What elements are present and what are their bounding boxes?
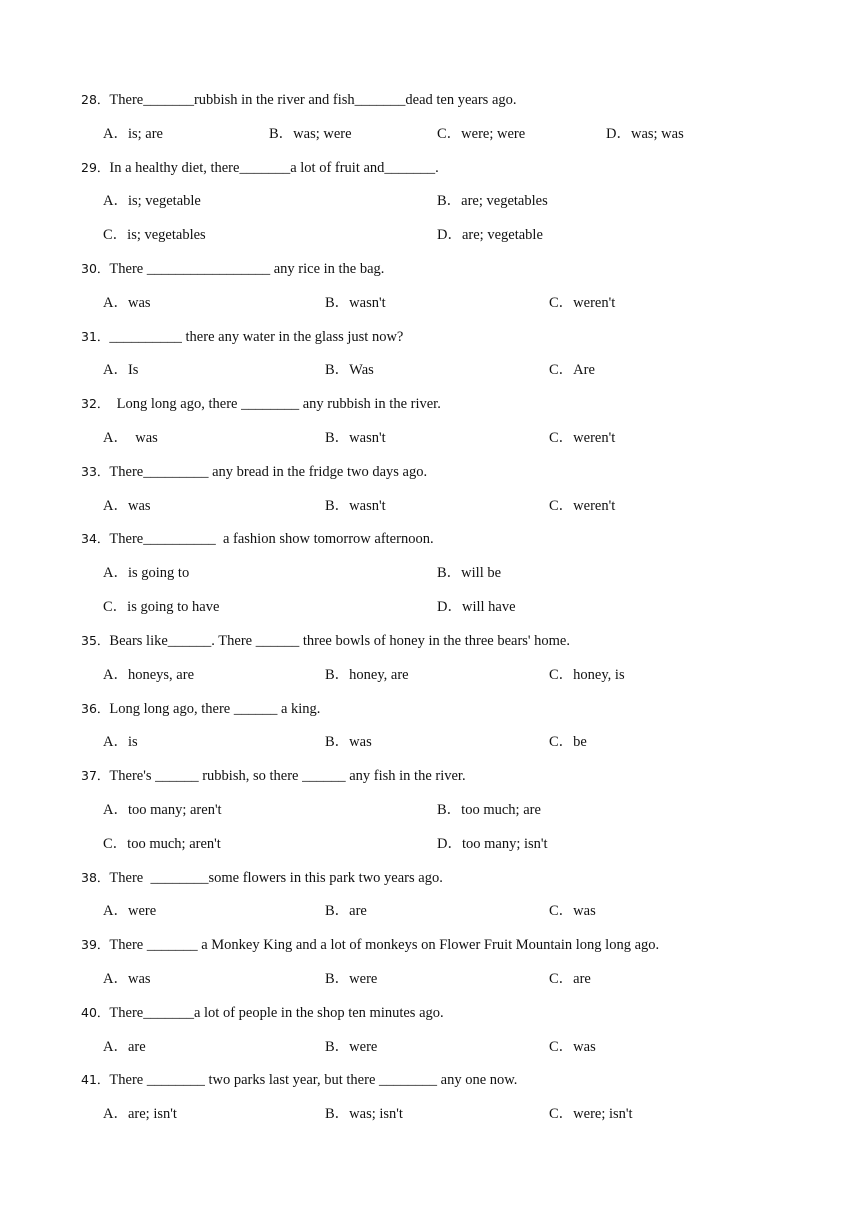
- question-38: 38．There ________some flowers in this park two years ago.: [81, 870, 443, 886]
- question-36: 36．Long long ago, there ______ a king.: [81, 701, 321, 717]
- question-stem: In a healthy diet, there_______a lot of fruit and_______.: [109, 160, 439, 176]
- option-b: B．was; isn't: [325, 1106, 403, 1122]
- option-a: A．is; are: [103, 126, 163, 142]
- question-28: 28．There_______rubbish in the river and fish_______dead ten years ago.: [81, 92, 517, 108]
- question-33: 33．There_________ any bread in the fridge two days ago.: [81, 464, 428, 480]
- question-stem: There ________some flowers in this park two years ago.: [109, 870, 443, 886]
- option-a: A．too many; aren't: [103, 802, 222, 818]
- question-stem: There_________ any bread in the fridge two days ago.: [109, 464, 428, 480]
- question-30: 30．There _________________ any rice in the bag.: [81, 261, 385, 277]
- question-40: 40．There_______a lot of people in the shop ten minutes ago.: [81, 1005, 444, 1021]
- question-stem: There ________ two parks last year, but there ________ any one now.: [109, 1072, 518, 1088]
- question-31: 31．__________ there any water in the glass just now?: [81, 329, 404, 345]
- option-a: A．honeys, are: [103, 667, 195, 683]
- question-41: 41．There ________ two parks last year, but there ________ any one now.: [81, 1072, 518, 1088]
- question-stem: There_______a lot of people in the shop ten minutes ago.: [109, 1005, 444, 1021]
- option-b: B．too much; are: [437, 802, 541, 818]
- option-b: B．Was: [325, 362, 374, 378]
- option-a: A．are; isn't: [103, 1106, 177, 1122]
- question-stem: There_______rubbish in the river and fish_______dead ten years ago.: [109, 92, 517, 108]
- question-stem: There _______ a Monkey King and a lot of monkeys on Flower Fruit Mountain long long ago.: [109, 937, 660, 953]
- option-a: A．are: [103, 1039, 146, 1055]
- option-c: C．honey, is: [549, 667, 625, 683]
- option-a: A．Is: [103, 362, 139, 378]
- option-a: A．is; vegetable: [103, 193, 201, 209]
- question-stem: Bears like______. There ______ three bowls of honey in the three bears' home.: [109, 633, 570, 649]
- question-stem: Long long ago, there ________ any rubbish in the river.: [109, 396, 441, 412]
- option-a: A．is: [103, 734, 138, 750]
- option-a: A．were: [103, 903, 157, 919]
- option-c: C．weren't: [549, 295, 616, 311]
- option-c: C．is going to have: [103, 599, 220, 615]
- question-37: 37．There's ______ rubbish, so there ______ any fish in the river.: [81, 768, 466, 784]
- option-b: B．wasn't: [325, 430, 386, 446]
- option-c: C．were; were: [437, 126, 526, 142]
- question-29: 29．In a healthy diet, there_______a lot of fruit and_______.: [81, 160, 439, 176]
- question-stem: Long long ago, there ______ a king.: [109, 701, 321, 717]
- option-a: A．is going to: [103, 565, 190, 581]
- question-35: 35．Bears like______. There ______ three bowls of honey in the three bears' home.: [81, 633, 570, 649]
- question-stem: There's ______ rubbish, so there ______ any fish in the river.: [109, 768, 466, 784]
- option-a: A． was: [103, 430, 158, 446]
- option-c: C．was: [549, 903, 596, 919]
- option-b: B．were: [325, 1039, 378, 1055]
- option-b: B．were: [325, 971, 378, 987]
- option-c: C．weren't: [549, 498, 616, 514]
- option-d: D．will have: [437, 599, 516, 615]
- option-d: D．too many; isn't: [437, 836, 548, 852]
- option-c: C．is; vegetables: [103, 227, 206, 243]
- option-c: C．too much; aren't: [103, 836, 221, 852]
- option-b: B．are; vegetables: [437, 193, 548, 209]
- option-b: B．are: [325, 903, 367, 919]
- option-d: D．are; vegetable: [437, 227, 543, 243]
- option-c: C．weren't: [549, 430, 616, 446]
- option-c: C．Are: [549, 362, 595, 378]
- option-b: B．was; were: [269, 126, 352, 142]
- option-d: D．was; was: [606, 126, 684, 142]
- option-c: C．be: [549, 734, 587, 750]
- option-a: A．was: [103, 498, 151, 514]
- option-b: B．honey, are: [325, 667, 409, 683]
- question-39: 39．There _______ a Monkey King and a lot of monkeys on Flower Fruit Mountain long long ago.: [81, 937, 660, 953]
- option-c: C．were; isn't: [549, 1106, 633, 1122]
- question-stem: __________ there any water in the glass just now?: [109, 329, 404, 345]
- option-a: A．was: [103, 971, 151, 987]
- question-stem: There__________ a fashion show tomorrow afternoon.: [109, 531, 434, 547]
- question-32: 32． Long long ago, there ________ any rubbish in the river.: [81, 396, 441, 412]
- option-c: C．was: [549, 1039, 596, 1055]
- question-34: 34．There__________ a fashion show tomorrow afternoon.: [81, 531, 434, 547]
- option-b: B．was: [325, 734, 372, 750]
- option-b: B．will be: [437, 565, 502, 581]
- option-b: B．wasn't: [325, 295, 386, 311]
- option-b: B．wasn't: [325, 498, 386, 514]
- question-stem: There _________________ any rice in the bag.: [109, 261, 385, 277]
- option-c: C．are: [549, 971, 591, 987]
- option-a: A．was: [103, 295, 151, 311]
